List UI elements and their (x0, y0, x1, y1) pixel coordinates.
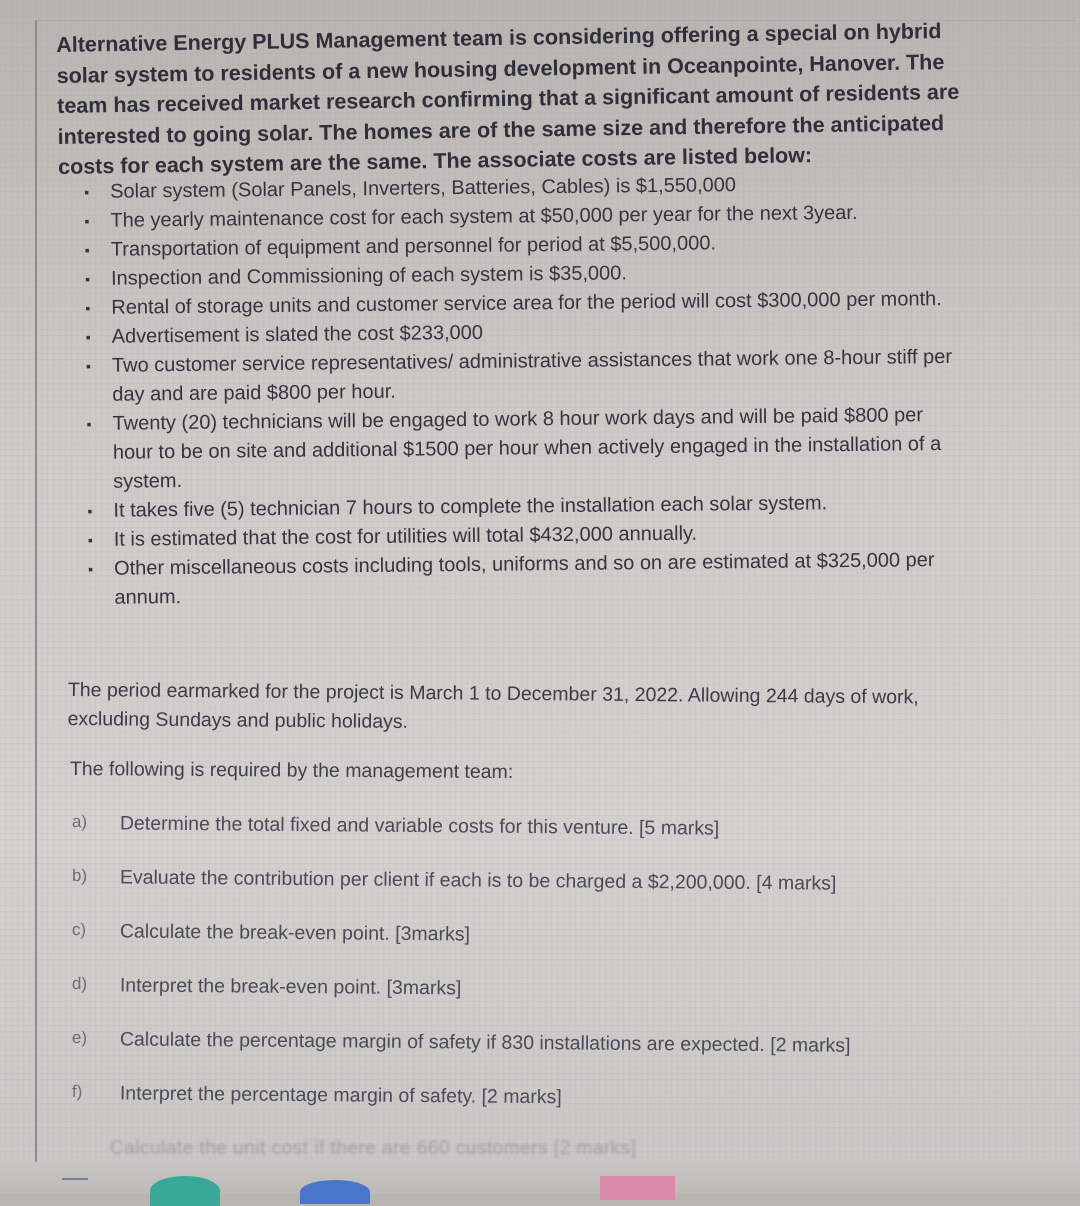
question-item (70, 1082, 990, 1144)
cost-item: ▪ The yearly maintenance cost for each system at $50,000 per year for the next 3year. (84, 198, 954, 236)
bullet-icon: ▪ (85, 357, 92, 374)
bullet-icon: ▪ (84, 212, 90, 229)
cost-item: ▪ Transportation of equipment and personnel for period at $5,500,000. (85, 227, 955, 265)
cost-item: ▪ Rental of storage units and customer service area for the period will cost $300,000 per month. (85, 285, 955, 323)
cost-item: ▪ Twenty (20) technicians will be engaged to work 8 hour work days and will be paid $800 per hour to be on site and additional $1500 per hour when actively engaged in the installation of a system. (86, 404, 942, 493)
question-label: c) (71, 920, 87, 940)
cost-item: ▪ It takes five (5) technician 7 hours to complete the installation each solar system. (87, 488, 957, 526)
blue-shape (300, 1180, 370, 1204)
intro-paragraph: Alternative Energy PLUS Management team is considering offering a special on hybrid solar system to residents of a new housing development in Oceanpointe, Hanover. The team has received market research confirming that a significant amount of residents are interested to going solar. The homes are of the same size and therefore the anticipated costs for each system are the same. The associate costs are listed below: (56, 19, 960, 179)
teal-shape (150, 1176, 220, 1206)
question-text: Interpret the percentage margin of safety. [2 marks] (119, 1082, 562, 1109)
cut-off-question: Calculate the unit cost if there are 660 customers [2 marks] (110, 1138, 637, 1159)
bullet-icon: ▪ (84, 270, 91, 287)
cost-list (84, 169, 959, 613)
question-item (70, 920, 990, 982)
cost-item: ▪ Solar system (Solar Panels, Inverters, Batteries, Cables) is $1,550,000 (84, 169, 954, 207)
question-text: Calculate the break-even point. [3marks] (119, 920, 471, 946)
pink-shape (600, 1176, 675, 1200)
question-item (70, 812, 990, 874)
bullet-icon: ▪ (84, 183, 90, 200)
bullet-icon: ▪ (87, 502, 93, 519)
question-item (70, 866, 990, 928)
cost-item: ▪ Two customer service representatives/ administrative assistances that work one 8-hour stiff per day and are paid $800 per hour. (85, 345, 953, 406)
question-text: Interpret the break-even point. [3marks] (119, 974, 462, 1000)
question-label: a) (71, 812, 88, 832)
bullet-icon: ▪ (85, 299, 91, 316)
question-label: d) (71, 974, 88, 994)
question-label: e) (71, 1028, 88, 1048)
question-label: f) (71, 1082, 83, 1102)
required-heading: The following is required by the management team: (69, 758, 514, 784)
question-text: Determine the total fixed and variable costs for this venture. [5 marks] (119, 812, 720, 840)
stray-mark (62, 1178, 88, 1190)
bullet-icon: ▪ (86, 415, 92, 432)
bullet-icon: ▪ (87, 531, 93, 548)
question-item (70, 1028, 990, 1090)
question-list (70, 812, 990, 1136)
question-text: Calculate the percentage margin of safety if 830 installations are expected. [2 marks] (119, 1028, 851, 1057)
bullet-icon: ▪ (85, 328, 91, 345)
cost-item: ▪ It is estimated that the cost for utilities will total $432,000 annually. (88, 517, 958, 555)
bullet-icon: ▪ (84, 241, 90, 258)
cost-item: ▪ Inspection and Commissioning of each system is $35,000. (85, 256, 955, 294)
cost-item: ▪ Advertisement is slated the cost $233,000 (86, 314, 956, 352)
question-text: Evaluate the contribution per client if each is to be charged a $2,200,000. [4 marks] (119, 866, 837, 895)
cost-item: ▪ Other miscellaneous costs including tools, uniforms and so on are estimated at $325,000 per annum. (88, 549, 935, 609)
bullet-icon: ▪ (88, 560, 94, 577)
question-item (70, 974, 990, 1036)
period-paragraph: The period earmarked for the project is March 1 to December 31, 2022. Allowing 244 days of work, excluding Sundays and public holidays. (67, 678, 919, 733)
question-label: b) (71, 866, 88, 886)
